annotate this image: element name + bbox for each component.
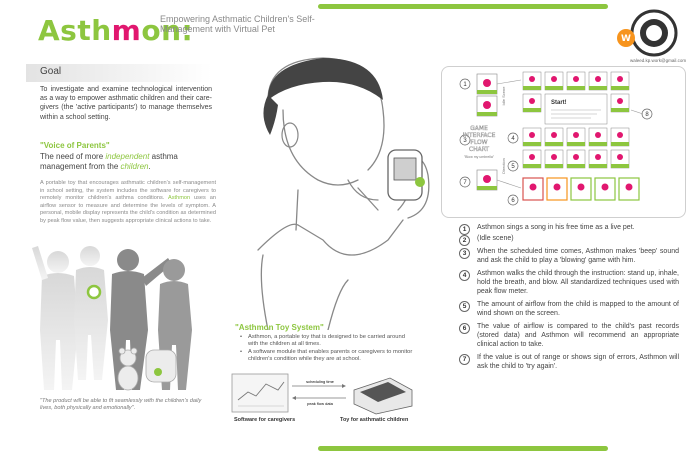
toy-system-heading: "Asthmon Toy System" <box>235 323 324 332</box>
poster-title: Asthmon: <box>38 14 194 47</box>
top-accent-bar <box>318 4 608 9</box>
list-item: 6 The value of airflow is compared to the child's past records (stored data) and Asthmon will recommend an appropriate clinical action to take. <box>459 323 679 349</box>
caption-software: Software for caregivers <box>234 417 296 423</box>
svg-text:3: 3 <box>463 138 467 144</box>
list-item: 1 Asthmon sings a song in his free time as a live pet. <box>459 224 679 233</box>
author-logo <box>614 8 684 58</box>
arrow-label-peak-flow: peak flow data <box>307 401 333 406</box>
list-item: 3 When the scheduled time comes, Asthmon makes 'beep' sound and ask the child to play a 'blowing' game with him. <box>459 248 679 265</box>
svg-text:FLOW: FLOW <box>470 139 488 146</box>
children-illustration <box>28 240 208 400</box>
steps-list <box>459 224 679 376</box>
svg-text:5: 5 <box>511 164 515 170</box>
voice-of-parents-heading: "Voice of Parents" <box>40 141 110 150</box>
goal-text: To investigate and examine technological intervention as a way to empower asthmatic children and their care-givers (the 'active participants') to manage themselves within a school setting. <box>40 86 212 121</box>
list-item: • A software module that enables parents or caregivers to monitor children's condition while they are at school. <box>240 349 415 363</box>
svg-text:4: 4 <box>511 136 515 142</box>
start-label: Start! <box>551 100 567 106</box>
interface-subtitle: "Blow my umbrella" <box>463 155 495 159</box>
svg-text:W: W <box>621 34 631 44</box>
poster-subtitle: Empowering Asthmatic Children's Self-Management with Virtual Pet <box>160 14 315 34</box>
bottom-accent-bar <box>318 446 608 451</box>
direction-label: Direction <box>501 158 506 174</box>
svg-text:6: 6 <box>511 198 515 204</box>
svg-text:CHART: CHART <box>468 146 490 153</box>
list-item: 5 The amount of airflow from the child is mapped to the amount of wind shown on the screen. <box>459 301 679 318</box>
list-item: • Asthmon, a portable toy that is designed to be carried around with the children at all times. <box>240 334 415 348</box>
system-diagram <box>230 370 420 415</box>
svg-text:1: 1 <box>463 82 467 88</box>
svg-text:7: 7 <box>463 180 467 186</box>
goal-heading: Goal <box>40 66 62 77</box>
boy-with-device-illustration <box>228 40 448 330</box>
product-description: A portable toy that encourages asthmatic children's self-management in school setting, the system includes the software for caregivers to remotely monitor children's asthma conditions. Asthmon uses an airflow sensor to measure and determine the levels of symptom. A personal, mobile display represents the child's condition as determined by peak flow value, then suggests appropriate clinical actions to take. <box>40 180 216 224</box>
arrow-label-scheduling: scheduling time <box>306 379 334 384</box>
product-quote: "The product will be able to fit seamlessly with the children's daily lives, both physically and emotionally". <box>40 398 202 411</box>
author-email: waleed.kp.work@gmail.com <box>630 58 687 63</box>
svg-text:8: 8 <box>645 112 649 118</box>
game-flow-chart <box>441 66 686 218</box>
interface-title: GAME <box>470 125 488 132</box>
list-item: 2 (Idle scene) <box>459 235 679 244</box>
caption-toy: Toy for asthmatic children <box>340 417 409 423</box>
list-item: 4 Asthmon walks the child through the instruction: stand up, inhale, hold the breath, and blow. All standardized techniques used with peak flow meter. <box>459 270 679 296</box>
toy-system-list <box>240 334 415 364</box>
idle-scene-label: Idle Scene <box>501 86 506 106</box>
svg-text:INTERFACE: INTERFACE <box>462 132 496 139</box>
voice-of-parents-text: The need of more independent asthma management from the children. <box>40 152 178 171</box>
list-item: 7 If the value is out of range or shows sign of errors, Asthmon will ask the child to 'try again'. <box>459 354 679 371</box>
